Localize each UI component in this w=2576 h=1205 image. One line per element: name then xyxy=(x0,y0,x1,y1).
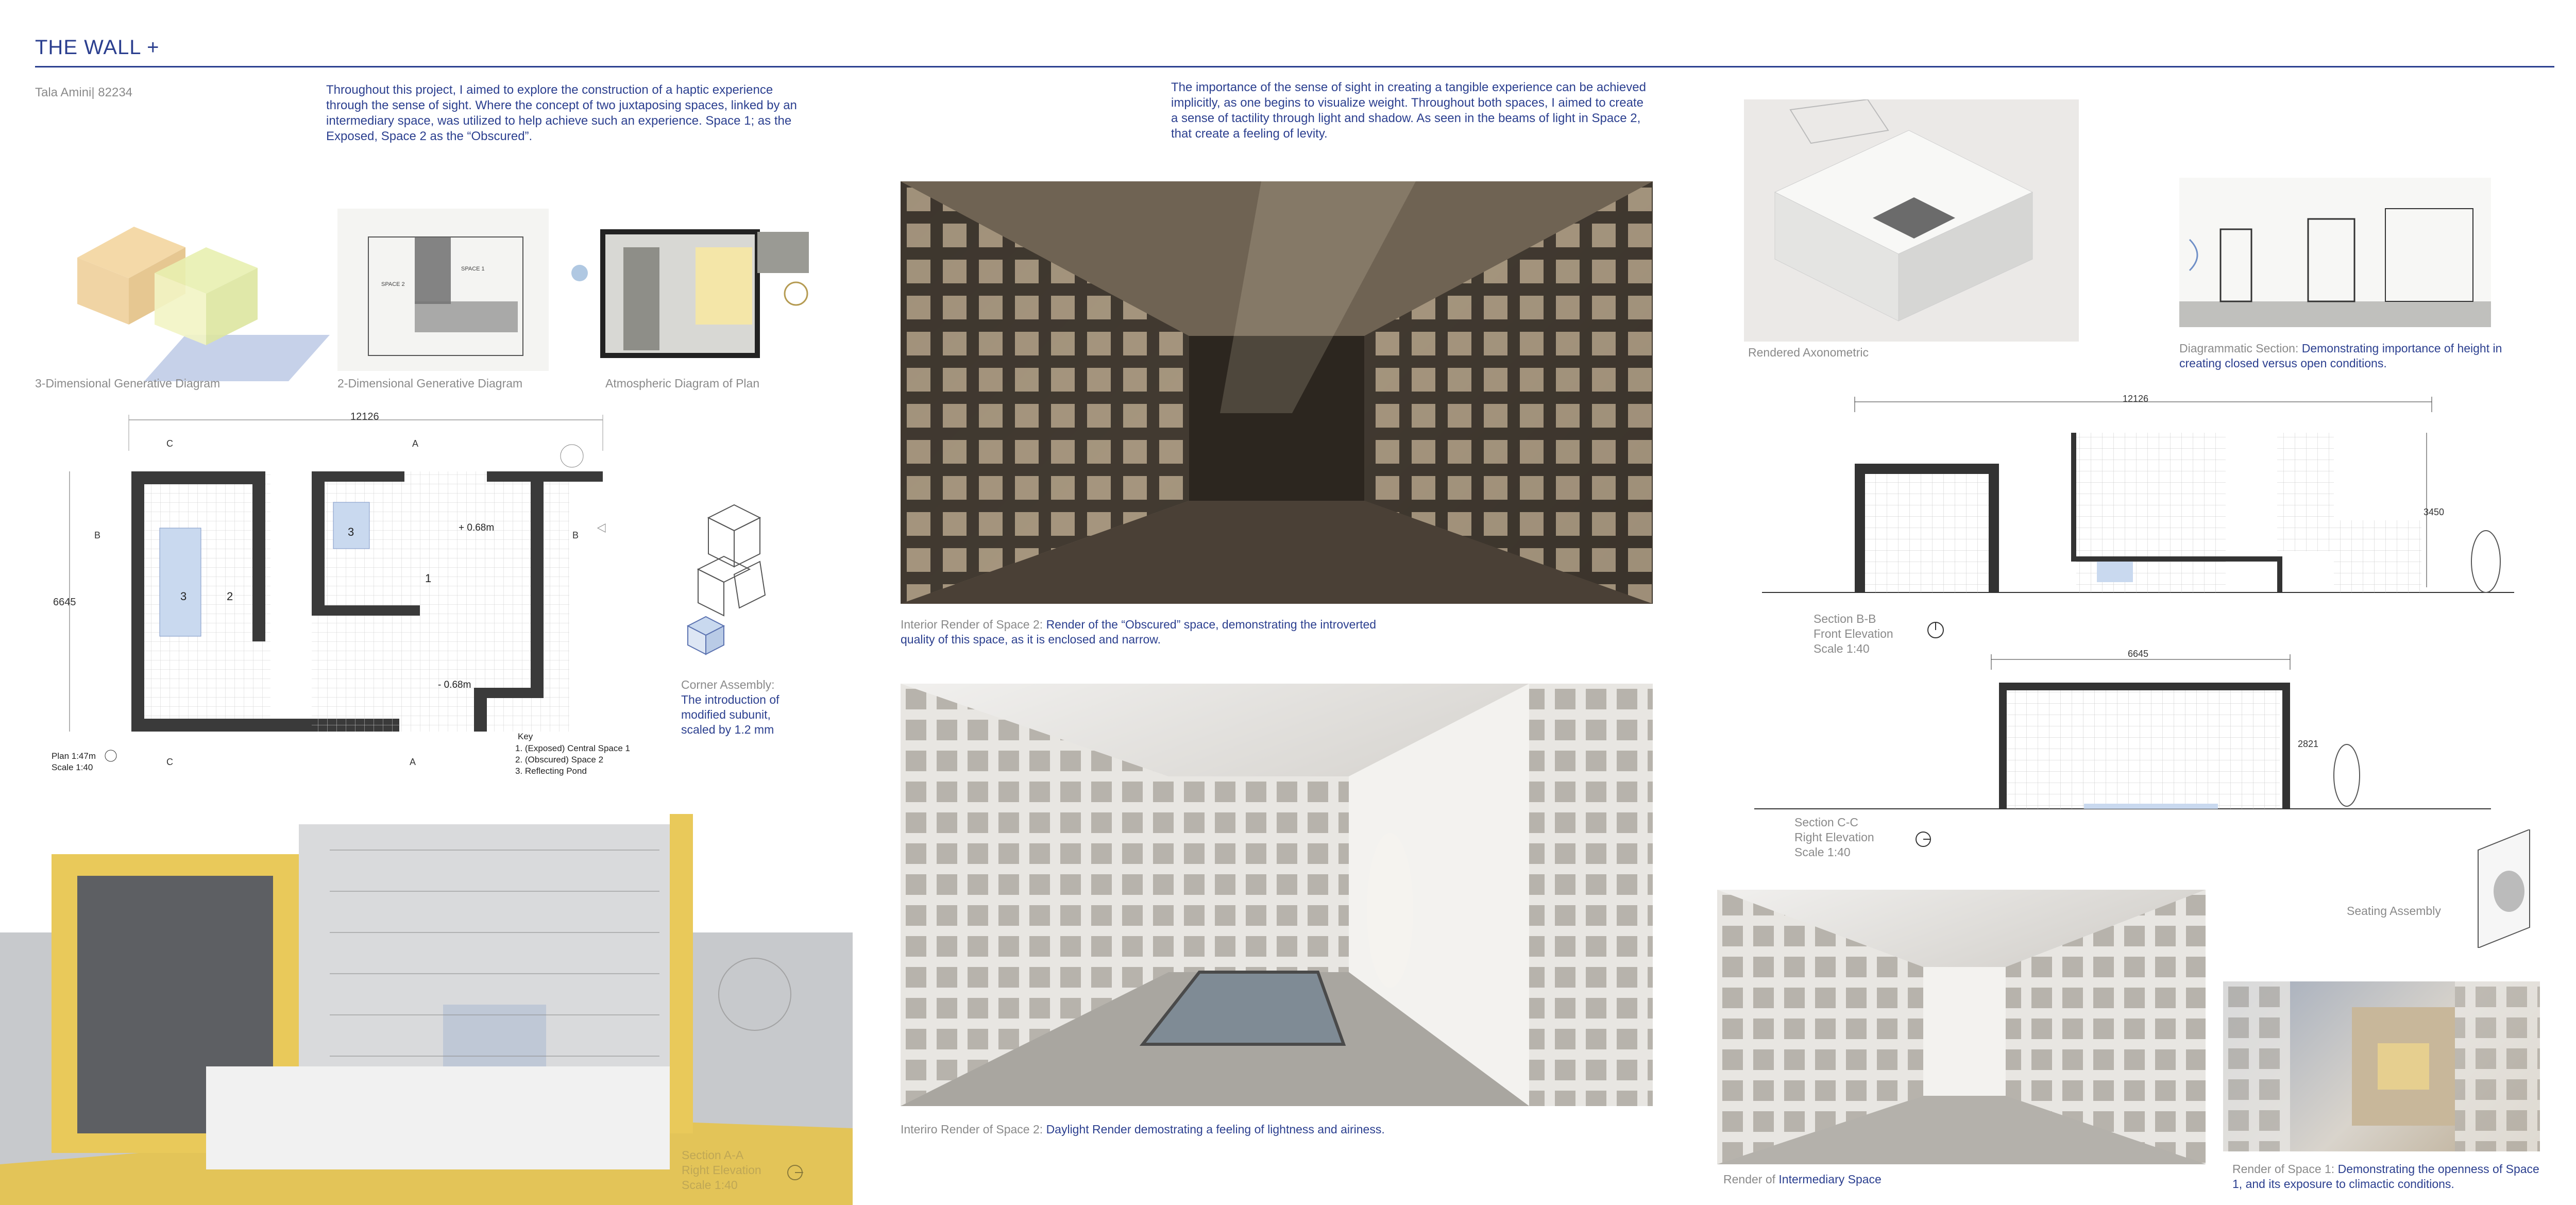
render-space2-obscured xyxy=(901,181,1653,604)
atmospheric-diagram xyxy=(567,216,824,371)
caption-render-space2-daylight-lead: Interiro Render of Space 2: xyxy=(901,1123,1046,1136)
plan-mark-a-bottom: A xyxy=(410,757,416,767)
plan-mark-b-left: B xyxy=(94,530,101,540)
corner-assembly-drawing xyxy=(677,497,801,667)
plan-space-1: 1 xyxy=(425,572,432,585)
rendered-axonometric xyxy=(1744,99,2079,342)
caption-diagrammatic-section-desc: Demonstrating importance of height in creating closed versus open conditions. xyxy=(2179,342,2502,370)
caption-seating-assembly: Seating Assembly xyxy=(2347,904,2441,918)
plan-mark-a-top: A xyxy=(412,438,419,449)
plan-space-3-right: 3 xyxy=(348,525,354,538)
plan-height-dim: 6645 xyxy=(53,597,76,608)
caption-render-space1-desc: Demonstrating the openness of Space 1, and its exposure to climactic conditions. xyxy=(2232,1162,2539,1191)
plan-mark-b-right: B xyxy=(572,530,579,540)
plan-label: Plan 1:47m xyxy=(52,751,96,761)
caption-render-space1 xyxy=(2232,1162,2541,1192)
plan-mark-c-bottom: C xyxy=(166,757,173,767)
key-item-3: 3. Reflecting Pond xyxy=(515,766,587,776)
caption-atmospheric-diagram: Atmospheric Diagram of Plan xyxy=(605,377,760,390)
plan-level-up: + 0.68m xyxy=(459,522,495,533)
caption-render-space2-daylight-desc: Daylight Render demostrating a feeling of lightness and airiness. xyxy=(1046,1123,1385,1136)
render-space1 xyxy=(2223,981,2540,1151)
render-space2-daylight xyxy=(901,684,1653,1106)
section-bb-name: Section B-B xyxy=(1814,612,1876,625)
section-aa-name: Section A-A xyxy=(682,1148,744,1162)
key-item-1: 1. (Exposed) Central Space 1 xyxy=(515,743,631,753)
caption-render-space2-obscured xyxy=(901,617,1395,647)
section-cc-north-icon xyxy=(1913,829,1934,850)
section-bb-width: 12126 xyxy=(2123,394,2149,404)
caption-diagrammatic-section xyxy=(2179,341,2509,371)
page-title: THE WALL + xyxy=(35,36,160,59)
section-bb-scale: Scale 1:40 xyxy=(1814,642,1870,655)
section-bb-north-icon xyxy=(1925,620,1946,640)
render-intermediary-space xyxy=(1717,890,2206,1164)
key-title: Key xyxy=(518,732,533,741)
plan-space-3-left: 3 xyxy=(180,590,187,603)
caption-render-space2-obscured-desc: Render of the “Obscured” space, demonstrating the introverted quality of this space, as it is enclosed and narrow. xyxy=(901,618,1377,646)
plan-mark-c-top: C xyxy=(166,438,173,449)
generative-2d-diagram xyxy=(337,209,549,371)
key-item-2: 2. (Obscured) Space 2 xyxy=(515,755,604,765)
caption-3d-diagram: 3-Dimensional Generative Diagram xyxy=(35,377,221,390)
svg-text:SPACE 2: SPACE 2 xyxy=(381,281,405,287)
plan-width-dim: 12126 xyxy=(350,411,379,422)
caption-intermediary xyxy=(1723,1172,1882,1187)
caption-intermediary-desc: Intermediary Space xyxy=(1778,1173,1882,1186)
intro-right: The importance of the sense of sight in creating a tangible experience can be achieved implicitly, as one begins to visualize weight. Throughout both spaces, I aimed to create a sense of tactility through light and shadow. As seen in the beams of light in Space 2, that create a feeling of levity. xyxy=(1171,80,1646,141)
section-cc-height: 2821 xyxy=(2298,739,2319,749)
caption-diagrammatic-section-lead: Diagrammatic Section: xyxy=(2179,342,2302,355)
section-aa-render xyxy=(0,809,853,1205)
plan-space-2: 2 xyxy=(227,590,233,603)
author-label: Tala Amini| 82234 xyxy=(35,86,133,99)
caption-render-space1-lead: Render of Space 1: xyxy=(2232,1162,2338,1176)
seating-assembly-drawing xyxy=(2468,829,2540,948)
section-cc-elevation: Right Elevation xyxy=(1794,830,1874,844)
section-cc-width: 6645 xyxy=(2128,649,2149,659)
section-bb-elevation: Front Elevation xyxy=(1814,627,1893,640)
section-bb-drawing xyxy=(1762,392,2519,608)
corner-assembly-title: Corner Assembly: xyxy=(681,678,775,691)
section-cc-scale: Scale 1:40 xyxy=(1794,845,1851,859)
plan-level-down: - 0.68m xyxy=(438,680,471,690)
generative-3d-diagram xyxy=(72,216,335,386)
caption-2d-diagram: 2-Dimensional Generative Diagram xyxy=(337,377,523,390)
floor-plan xyxy=(49,410,672,793)
intro-left: Throughout this project, I aimed to explore the construction of a haptic experience through the sense of sight. Where the concept of two juxtaposing spaces, linked by an intermediary space, was utilized to help achieve such an experience. Space 1; as the Exposed, Space 2 as the “Obscured”. xyxy=(326,83,797,143)
title-rule xyxy=(35,66,2554,67)
section-bb-height: 3450 xyxy=(2424,507,2445,517)
caption-render-space2-daylight xyxy=(901,1122,1395,1137)
section-cc-name: Section C-C xyxy=(1794,816,1858,829)
section-cc-drawing xyxy=(1754,647,2506,814)
plan-scale: Scale 1:40 xyxy=(52,762,93,772)
section-aa-scale: Scale 1:40 xyxy=(682,1178,738,1192)
corner-assembly-desc: The introduction of modified subunit, scaled by 1.2 mm xyxy=(681,693,779,736)
diagrammatic-section-sketch xyxy=(2179,178,2491,327)
caption-rendered-axonometric: Rendered Axonometric xyxy=(1748,346,1869,359)
section-aa-elevation: Right Elevation xyxy=(682,1163,761,1177)
caption-render-space2-obscured-lead: Interior Render of Space 2: xyxy=(901,618,1046,631)
north-arrow-icon xyxy=(786,1163,804,1182)
svg-text:SPACE 1: SPACE 1 xyxy=(461,266,485,272)
caption-intermediary-lead: Render of xyxy=(1723,1173,1779,1186)
